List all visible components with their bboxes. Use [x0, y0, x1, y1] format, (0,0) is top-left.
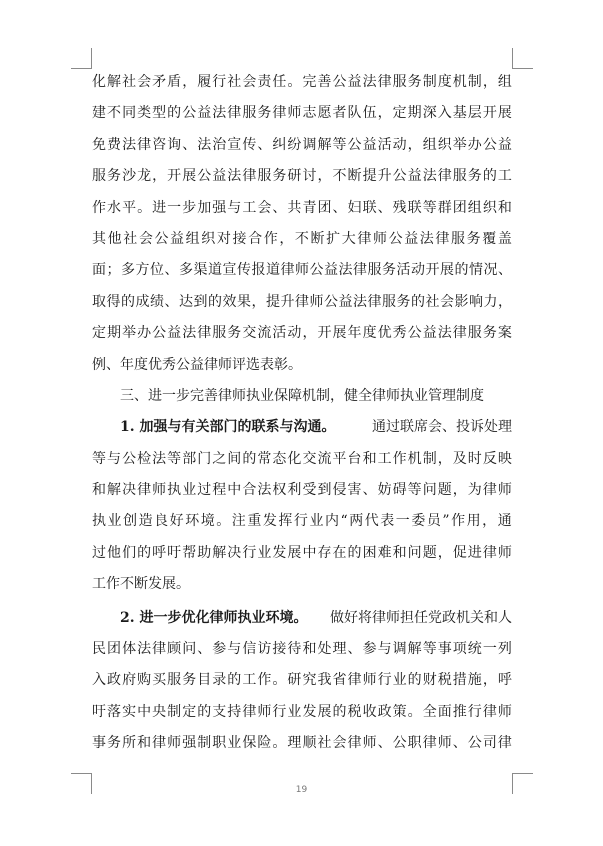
text-line: 化 解 社 会 矛 盾 ， 履 行 社 会 责 任 。 完 善 公 益 法 律 服 务 制 度 机 制 ， 组 [92, 74, 512, 90]
text-line: 过 他 们 的 呼 吁 帮 助 解 决 行 业 发 展 中 存 在 的 困 难 和 问 题 ， 促 进 律 师 [92, 544, 512, 561]
paragraph-1-first-rest: 通过联席会、投诉处理 [372, 419, 512, 436]
text-line: 入 政 府 购 买 服 务 目 录 的 工 作 。 研 究 我 省 律 师 行 业 的 财 税 措 施 ， 呼 [92, 672, 512, 689]
paragraph-2-first-rest: 做好将律师担任党政机关和人 [330, 609, 512, 626]
text-line: 吁 落 实 中 央 制 定 的 支 持 律 师 行 业 发 展 的 税 收 政 策 。 全 面 推 行 律 师 [92, 703, 512, 720]
text-line: 面 ； 多 方 位 、 多 渠 道 宣 传 报 道 律 师 公 益 法 律 服 务 活 动 开 展 的 情 况 、 [92, 262, 512, 279]
text-line: 作 水 平 。 进 一 步 加 强 与 工 会 、 共 青 团 、 妇 联 、 残 联 等 群 团 组 织 和 [92, 199, 512, 216]
section-heading-text: 三、进一步完善律师执业保障机制，健全律师执业管理制度 [120, 387, 484, 404]
text-line: 和 解 决 律 师 执 业 过 程 中 合 法 权 利 受 到 侵 害 、 妨 碍 等 问 题 ， 为 律 师 [92, 482, 512, 499]
section-heading [92, 381, 512, 412]
body-text [92, 67, 512, 760]
text-line: 其 他 社 会 公 益 组 织 对 接 合 作 ， 不 断 扩 大 律 师 公 益 法 律 服 务 覆 盖 [92, 230, 512, 247]
page-number: 19 [295, 785, 308, 795]
paragraph-1-first-line [92, 412, 512, 443]
text-line: 例、年度优秀公益律师评选表彰。 [92, 356, 302, 373]
paragraph-2-first-line [92, 603, 512, 634]
intro-paragraph [92, 67, 512, 381]
paragraph-2 [92, 603, 512, 760]
text-line: 服 务 沙 龙 ， 开 展 公 益 法 律 服 务 研 讨 ， 不 断 提 升 公 益 法 律 服 务 的 工 [92, 168, 512, 185]
text-line: 定 期 举 办 公 益 法 律 服 务 交 流 活 动 ， 开 展 年 度 优 秀 公 益 法 律 服 务 案 [92, 325, 512, 342]
text-line: 取 得 的 成 绩 、 达 到 的 效 果 ， 提 升 律 师 公 益 法 律 服 务 的 社 会 影 响 力 ， [92, 293, 512, 310]
text-line: 事 务 所 和 律 师 强 制 职 业 保 险 。 理 顺 社 会 律 师 、 公 职 律 师 、 公 司 律 [92, 735, 512, 752]
paragraph-1 [92, 412, 512, 600]
paragraph-2-lead: 2. 进一步优化律师执业环境。 [120, 609, 308, 626]
crop-mark-top-left [71, 48, 92, 69]
paragraph-1-lead: 1. 加强与有关部门的联系与沟通。 [120, 419, 336, 436]
text-line: 免 费 法 律 咨 询 、 法 治 宣 传 、 纠 纷 调 解 等 公 益 活 动 ， 组 织 举 办 公 益 [92, 136, 512, 153]
paragraph-1-last-line: 工作不断发展。 [92, 576, 190, 593]
crop-mark-top-right [512, 48, 533, 69]
text-line: 执 业 创 造 良 好 环 境 。 注 重 发 挥 行 业 内 “ 两 代 表 一 委 员 ” 作 用 ， 通 [92, 513, 512, 530]
text-line: 等 与 公 检 法 等 部 门 之 间 的 常 态 化 交 流 平 台 和 工 作 机 制 ， 及 时 反 映 [92, 450, 512, 467]
text-line: 建 不 同 类 型 的 公 益 法 律 服 务 律 师 志 愿 者 队 伍 ， 定 期 深 入 基 层 开 展 [92, 105, 512, 122]
text-line: 民 团 体 法 律 顾 问 、 参 与 信 访 接 待 和 处 理 、 参 与 调 解 等 事 项 统 一 列 [92, 641, 512, 658]
